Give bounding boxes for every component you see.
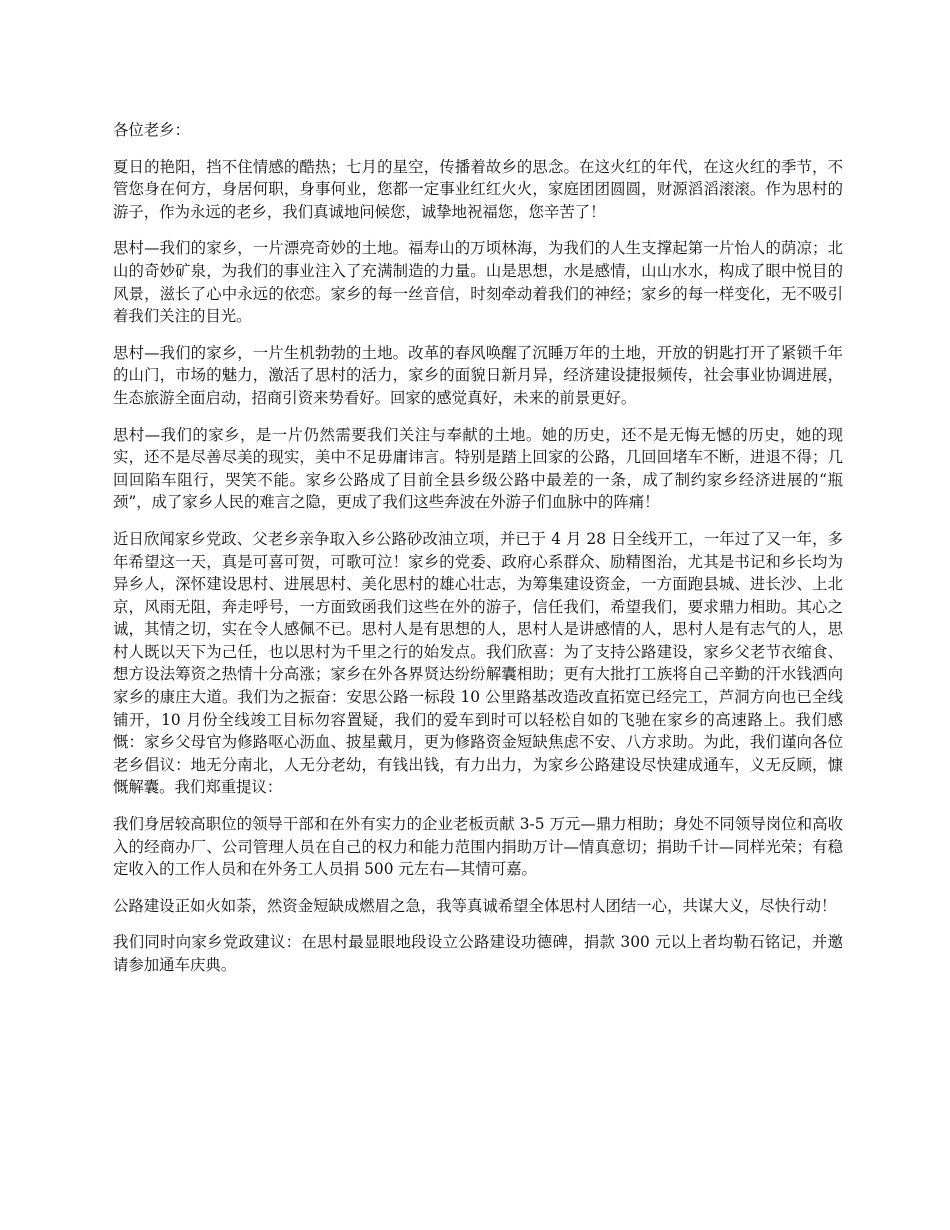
salutation: 各位老乡：	[113, 121, 190, 139]
paragraph-hometown-beauty: 思村—我们的家乡，一片漂亮奇妙的土地。福寿山的万顷林海，为我们的人生支撑起第一片怡人的荫凉；北山的奇妙矿泉，为我们的事业注入了充满制造的力量。山是思想，水是感情，山山水水，构成了眼中悦目的风景，滋长了心中永远的依恋。家乡的每一丝音信，时刻牵动着我们的神经；家乡的每一样变化，无不吸引着我们关注的目光。	[113, 239, 843, 326]
paragraph-hometown-vitality: 思村—我们的家乡，一片生机勃勃的土地。改革的春风唤醒了沉睡万年的土地，开放的钥匙打开了紧锁千年的山门，市场的魅力，激活了思村的活力，家乡的面貌日新月异，经济建设捷报频传，社会事业协调进展，生态旅游全面启动，招商引资来势看好。回家的感觉真好，未来的前景更好。	[113, 343, 843, 407]
document-body	[113, 119, 843, 991]
paragraph-road-project: 近日欣闻家乡党政、父老乡亲争取入乡公路砂改油立项，并已于 4 月 28 日全线开工，一年过了又一年，多年希望这一天，真是可喜可贺，可歌可泣！家乡的党委、政府心系群众、励精图治，尤其是书记和乡长均为异乡人，深怀建设思村、进展思村、美化思村的雄心壮志，为筹集建设资金，一方面跑县城、进长沙、上北京，风雨无阻，奔走呼号，一方面致函我们这些在外的游子，信任我们，希望我们，要求鼎力相助。其心之诚，其情之切，实在令人感佩不已。思村人是有思想的人，思村人是讲感情的人，思村人是有志气的人，思村人既以天下为己任，也以思村为千里之行的始发点。我们欣喜：为了支持公路建设，家乡父老节衣缩食、想方设法筹资之热情十分高涨；家乡在外各界贤达纷纷解囊相助；更有大批打工族将自己辛勤的汗水钱洒向家乡的康庄大道。我们为之振奋：安思公路一标段 10 公里路基改造改直拓宽已经完工，芦洞方向也已全线铺开，10 月份全线竣工目标勿容置疑，我们的爱车到时可以轻松自如的飞驰在家乡的高速路上。我们感慨：家乡父母官为修路呕心沥血、披星戴月，更为修路资金短缺焦虑不安、八方求助。为此，我们谨向各位老乡倡议：地无分南北，人无分老幼，有钱出钱，有力出力，为家乡公路建设尽快建成通车，义无反顾，慷慨解囊。我们郑重提议：	[113, 529, 843, 797]
paragraph-donation-proposal: 我们身居较高职位的领导干部和在外有实力的企业老板贡献 3-5 万元—鼎力相助；身处不同领导岗位和高收入的经商办厂、公司管理人员在自己的权力和能力范围内捐助万计—情真意切；捐助千计—同样光荣；有稳定收入的工作人员和在外务工人员捐 500 元左右—其情可嘉。	[113, 815, 843, 879]
paragraph-road-problem: 思村—我们的家乡，是一片仍然需要我们关注与奉献的土地。她的历史，还不是无悔无憾的历史，她的现实，还不是尽善尽美的现实，美中不足毋庸讳言。特别是踏上回家的公路，几回回堵车不断，进退不得；几回回陷车阻行，哭笑不能。家乡公路成了目前全县乡级公路中最差的一条，成了制约家乡经济进展的“瓶颈”，成了家乡人民的难言之隐，更成了我们这些奔波在外游子们血脉中的阵痛！	[113, 425, 843, 512]
paragraph-monument-suggestion: 我们同时向家乡党政建议：在思村最显眼地段设立公路建设功德碑，捐款 300 元以上者均勒石铭记，并邀请参加通车庆典。	[113, 933, 843, 974]
paragraph-greeting: 夏日的艳阳，挡不住情感的酷热；七月的星空，传播着故乡的思念。在这火红的年代，在这火红的季节，不管您身在何方，身居何职，身事何业，您都一定事业红红火火，家庭团团圆圆，财源滔滔滚滚。作为思村的游子，作为永远的老乡，我们真诚地问候您，诚挚地祝福您，您辛苦了！	[113, 157, 843, 221]
paragraph-call-to-action: 公路建设正如火如荼，然资金短缺成燃眉之急，我等真诚希望全体思村人团结一心，共谋大义，尽快行动！	[113, 896, 837, 915]
